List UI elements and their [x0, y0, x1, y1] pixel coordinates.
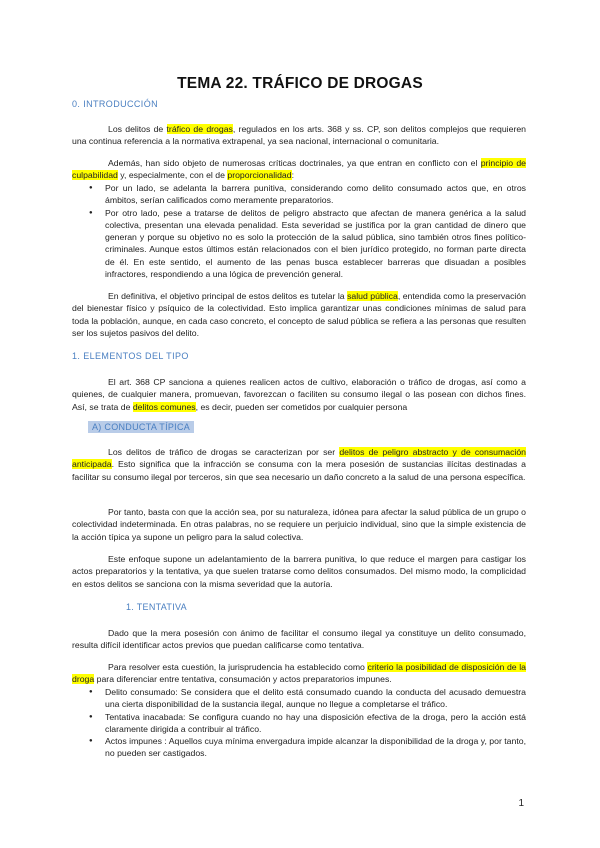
list-item: ● Por otro lado, pese a tratarse de delitos de peligro abstracto que afectan de manera genérica a la salud colectiva, presentan una elevada penalidad. Esta severidad se justifica por la gran cantidad de dinero que generan y porque su objetivo no es solo la protección de la salud pública, sino también otros fines político-criminales. Aunque estos últimos están relacionados con el bien jurídico protegido, no forman parte directa de él. En este sentido, el aumento de las penas busca establecer barreras que disuadan a posibles infractores, respondiendo a una lógica de prevención general. — [72, 207, 526, 281]
tentativa-bullet-list — [72, 686, 526, 760]
intro-paragraph-2 — [72, 157, 526, 182]
page-title: TEMA 22. TRÁFICO DE DROGAS — [177, 75, 423, 92]
subheading-conducta-tipica: A) CONDUCTA TÍPICA — [88, 421, 194, 433]
elementos-paragraph-1 — [72, 376, 526, 413]
list-item: ● Tentativa inacabada: Se configura cuando no hay una disposición efectiva de la droga, pero la acción está claramente dirigida a contribuir al tráfico. — [72, 711, 526, 736]
tentativa-paragraph-1: Dado que la mera posesión con ánimo de facilitar el consumo ilegal ya constituye un delito consumado, resulta difícil identificar actos previos que puedan calificarse como tentativa. — [72, 628, 526, 651]
conducta-paragraph-1 — [72, 446, 526, 483]
page-number: 1 — [518, 798, 524, 809]
text: Además, han sido objeto de numerosas críticas doctrinales, ya que entran en conflicto con el — [108, 158, 481, 168]
text: : — [291, 170, 295, 181]
highlighted-term: principio de culpabilidad — [72, 158, 526, 181]
text: Para resolver esta cuestión, la jurisprudencia ha establecido como — [108, 662, 368, 672]
text: para diferenciar entre tentativa, consumación y actos preparatorios impunes. — [94, 674, 392, 685]
highlighted-term: delitos comunes — [132, 401, 196, 412]
text: Los delitos de — [108, 124, 167, 134]
text: , entendida como la preservación del bienestar físico y psíquico de la colectividad. Esto implica garantizar unas condiciones mínimas de salud para toda la población, aunque, en cada caso concreto, el concepto de salud pública se refiera a las personas que resulten ser los sujetos pasivos del delito. — [72, 291, 527, 338]
text: El art. 368 CP sanciona a quienes realicen actos de cultivo, elaboración o tráfico de drogas, así como a quienes, de cualquier manera, promuevan, favorezcan o faciliten su consumo ilegal o las posean con dichos fines. Así, se trata de — [72, 377, 526, 412]
highlighted-term: delitos de peligro abstracto y de consumación anticipada — [72, 447, 527, 470]
highlighted-term: tráfico de drogas — [166, 124, 233, 134]
section-heading-introduccion: 0. INTRODUCCIÓN — [72, 99, 159, 109]
conducta-paragraph-2: Por tanto, basta con que la acción sea, por su naturaleza, idónea para afectar la salud pública de un grupo o colectividad indeterminada. En otras palabras, no se requiere un perjuicio individual, sino que la simple existencia de la acción típica ya supone un peligro para la salud colectiva. — [72, 507, 526, 542]
intro-paragraph-1 — [72, 123, 526, 148]
conducta-paragraph-3: Este enfoque supone un adelantamiento de la barrera punitiva, lo que reduce el margen para castigar los actos preparatorios y la tentativa, ya que suelen tratarse como delitos consumados. Del mismo modo, la complicidad en estos delitos se sanciona con la misma severidad que la autoría. — [72, 554, 526, 589]
list-item: ● Delito consumado: Se considera que el delito está consumado cuando la conducta del acusado demuestra una cierta disponibilidad de la sustancia ilegal, aunque no llegue a completarse el tráfico. — [72, 686, 526, 711]
highlighted-term: criterio la posibilidad de disposición de la droga — [72, 662, 526, 685]
text: Los delitos de tráfico de drogas se caracterizan por ser — [108, 447, 340, 457]
highlighted-term: proporcionalidad — [227, 170, 292, 181]
intro-bullet-list — [72, 182, 526, 280]
list-item: ● Actos impunes : Aquellos cuya mínima envergadura impide alcanzar la disponibilidad de la droga y, por tanto, no pueden ser castigados. — [72, 735, 526, 760]
intro-paragraph-3 — [72, 290, 526, 339]
highlighted-term: salud pública — [347, 291, 398, 301]
text: , es decir, pueden ser cometidos por cualquier persona — [195, 401, 408, 412]
tentativa-paragraph-2 — [72, 661, 526, 686]
list-item: ● Por un lado, se adelanta la barrera punitiva, considerando como delito consumado actos que, en otros ámbitos, serían calificados como meramente preparatorios. — [72, 182, 526, 207]
text: . Esto significa que la infracción se consuma con la mera posesión de sustancias ilícitas destinadas a facilitar su consumo ilegal por terceros, sin que sea necesario un daño concreto a la salud de una persona específica. — [72, 459, 526, 482]
subheading-tentativa: 1. TENTATIVA — [126, 602, 187, 612]
text: y, especialmente, con el de — [117, 170, 228, 181]
section-heading-elementos: 1. ELEMENTOS DEL TIPO — [72, 351, 189, 361]
text: , regulados en los arts. 368 y ss. CP, son delitos complejos que requieren una continua referencia a la normativa extrapenal, ya sea nacional, internacional o comunitaria. — [72, 124, 526, 147]
text: En definitiva, el objetivo principal de estos delitos es tutelar la — [108, 291, 348, 301]
